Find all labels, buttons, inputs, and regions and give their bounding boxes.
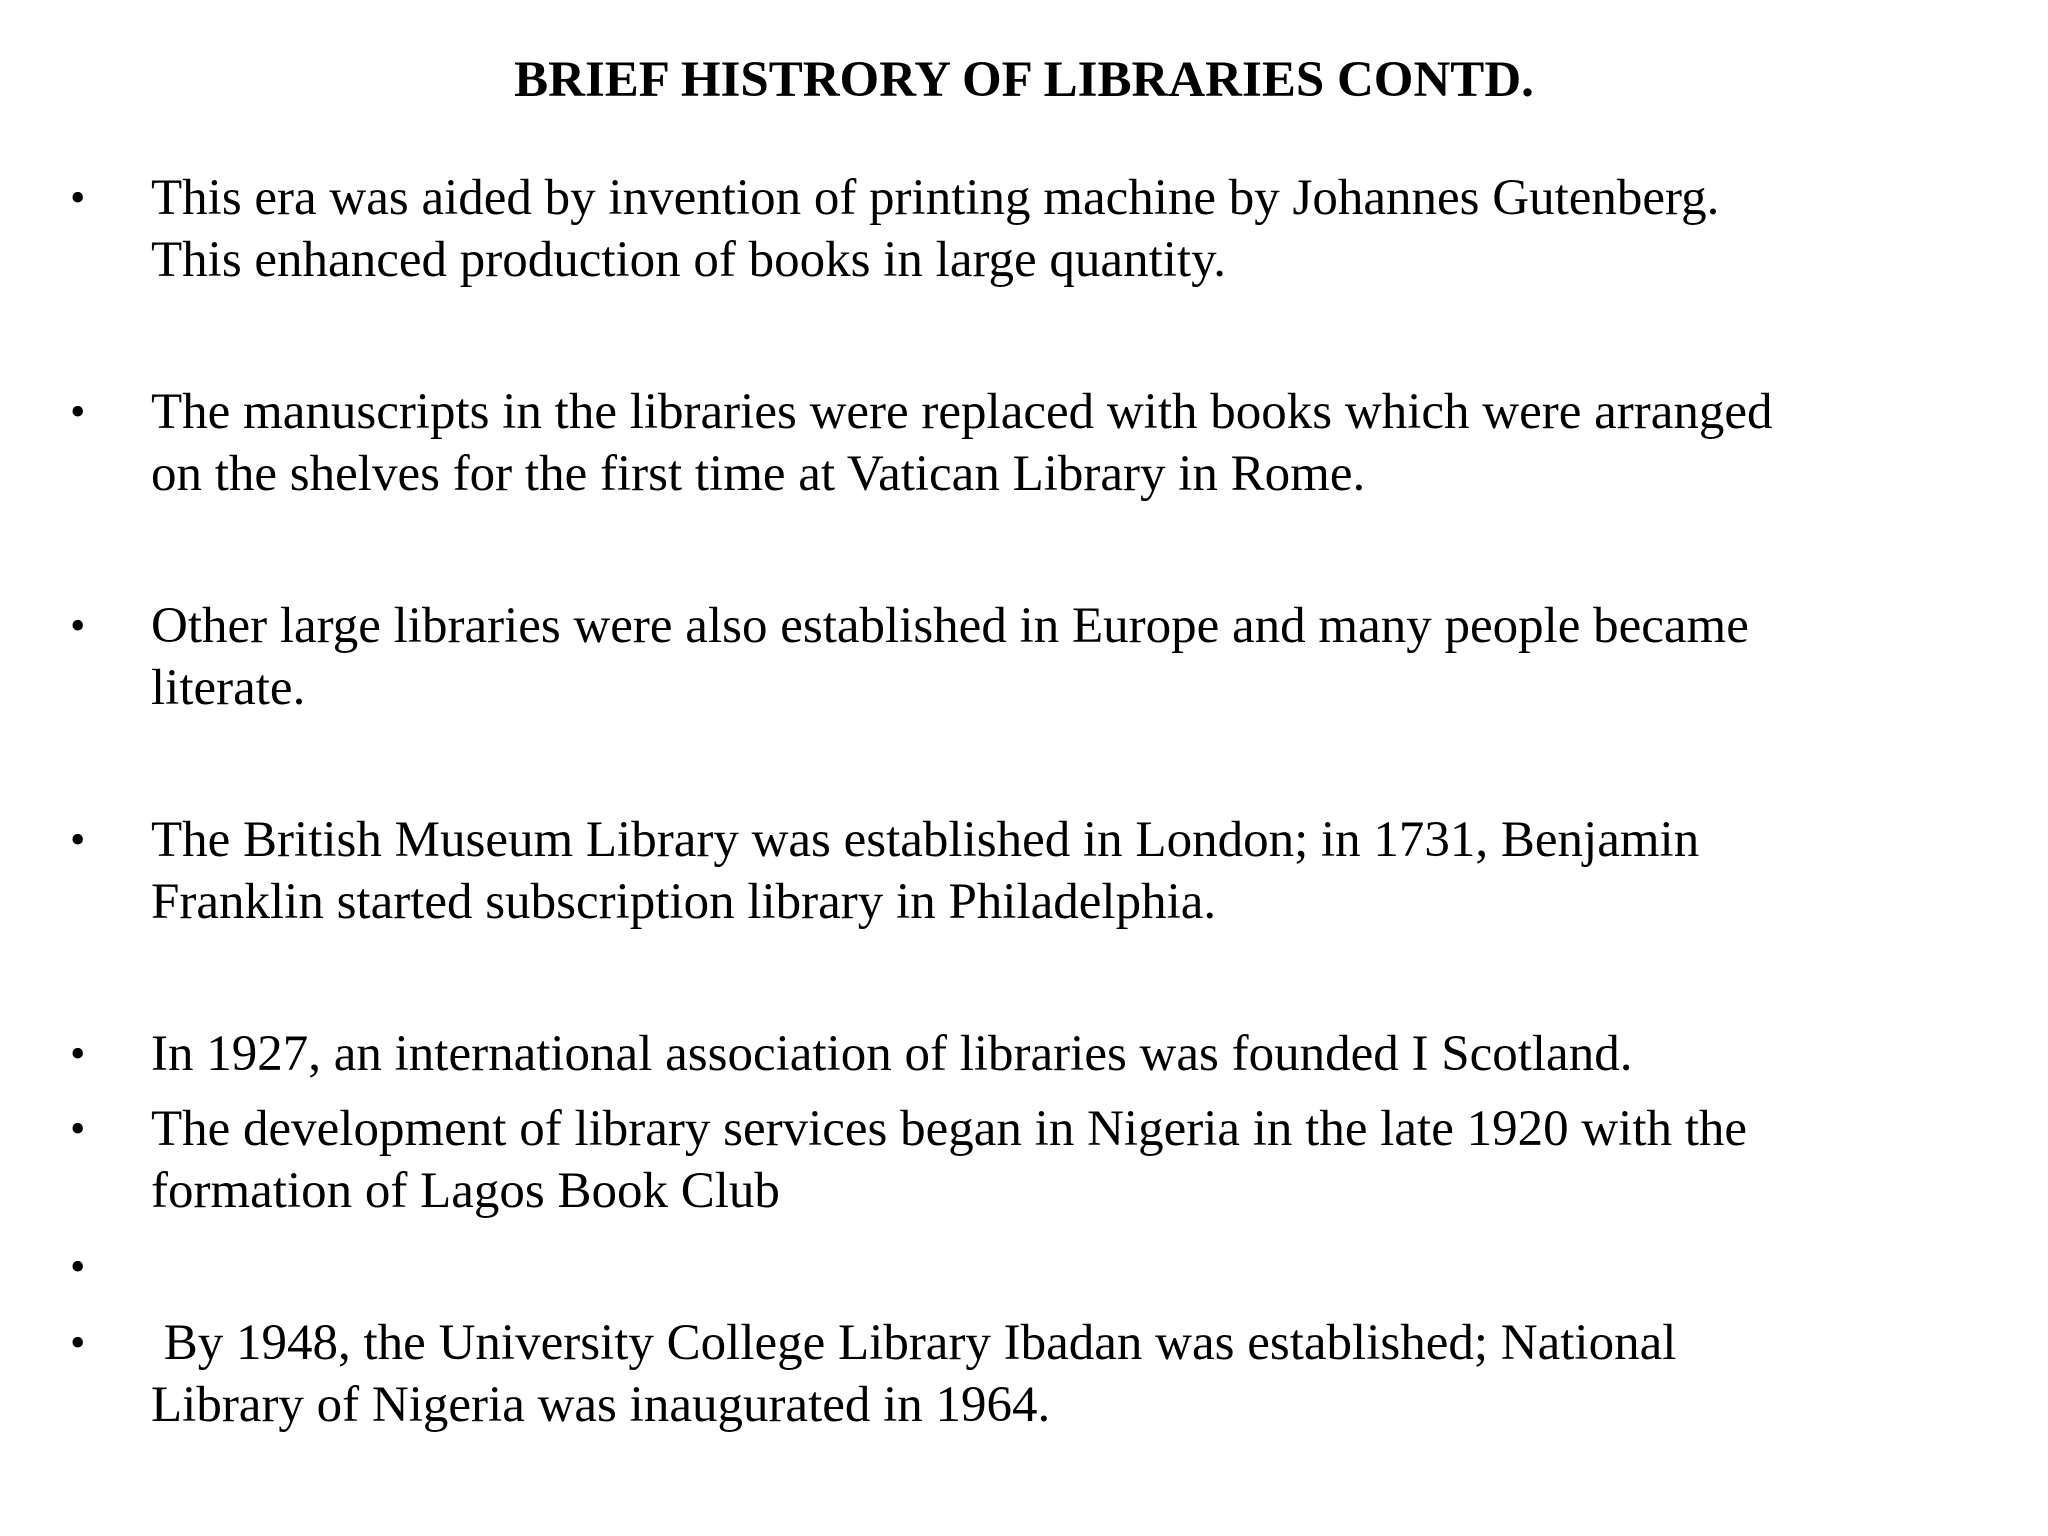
bullet-text: Other large libraries were also established in Europe and many people became literate. [151,598,1749,716]
bullet-icon: • [70,173,86,222]
bullet-icon: • [70,1104,86,1153]
bullet-text: The manuscripts in the libraries were replaced with books which were arranged on the shelves for the first time at Vatican Library in Rome. [151,384,1773,502]
bullet-text: This era was aided by invention of printing machine by Johannes Gutenberg. This enhanced production of books in large quantity. [151,170,1720,288]
bullet-icon: • [70,1029,86,1078]
bullet-icon: • [70,387,86,436]
bullet-icon: • [70,1318,86,1367]
bullet-text: By 1948, the University College Library Ibadan was established; National Library of Nigeria was inaugurated in 1964. [151,1315,1677,1433]
bullet-icon: • [70,815,86,864]
bullet-icon: • [70,1242,86,1291]
bullet-text: The development of library services began in Nigeria in the late 1920 with the formation of Lagos Book Club [151,1101,1748,1219]
bullet-text: In 1927, an international association of libraries was founded I Scotland. [151,1026,1633,1082]
bullet-icon: • [70,601,86,650]
bullet-text: The British Museum Library was established in London; in 1731, Benjamin Franklin started subscription library in Philadelphia. [151,812,1700,930]
slide-title: BRIEF HISTRORY OF LIBRARIES CONTD. [514,52,1534,108]
